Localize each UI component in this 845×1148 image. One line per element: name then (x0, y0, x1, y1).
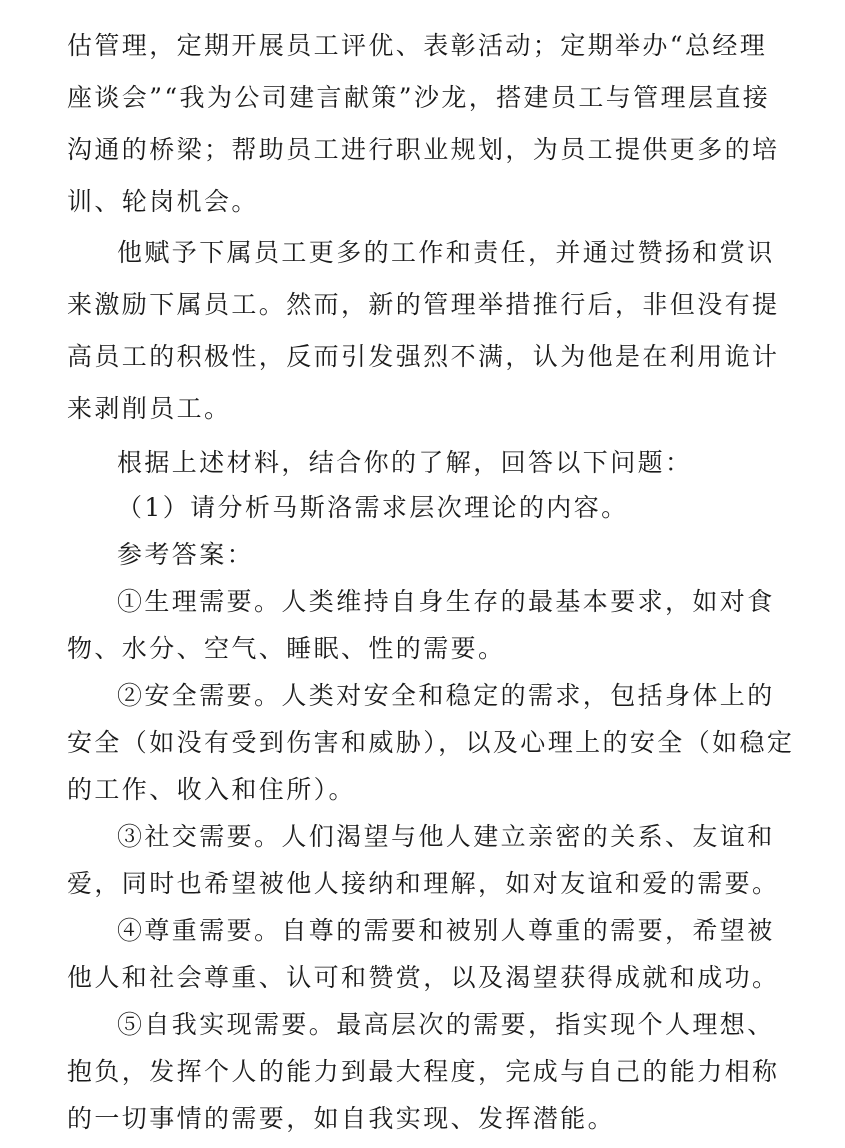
text-line-2: 座谈会”“我为公司建言献策”沙龙，搭建员工与管理层直接 (67, 83, 771, 112)
answer-item-5-line-2: 抱负，发挥个人的能力到最大程度，完成与自己的能力相称 (67, 1057, 780, 1086)
text-line-7: 高员工的积极性，反而引发强烈不满，认为他是在利用诡计 (67, 342, 780, 371)
answer-item-1-line-1: ①生理需要。人类维持自身生存的最基本要求，如对食 (117, 587, 775, 616)
answer-item-4-line-2: 他人和社会尊重、认可和赞赏，以及渴望获得成就和成功。 (67, 963, 780, 992)
question-intro: 根据上述材料，结合你的了解，回答以下问题： (117, 448, 693, 477)
question-1: （1）请分析马斯洛需求层次理论的内容。 (117, 493, 629, 522)
answer-item-1-line-2: 物、水分、空气、睡眠、性的需要。 (67, 634, 506, 663)
answer-item-2-line-3: 的工作、收入和住所）。 (67, 775, 356, 804)
text-line-5: 他赋予下属员工更多的工作和责任，并通过赞扬和赏识 (117, 238, 775, 267)
text-line-6: 来激励下属员工。然而，新的管理举措推行后，非但没有提 (67, 290, 780, 319)
text-line-1: 估管理，定期开展员工评优、表彰活动；定期举办“总经理 (67, 31, 768, 60)
text-line-3: 沟通的桥梁；帮助员工进行职业规划，为员工提供更多的培 (67, 135, 780, 164)
answer-item-5-line-3: 的一切事情的需要，如自我实现、发挥潜能。 (67, 1104, 616, 1133)
answer-label: 参考答案： (117, 540, 255, 569)
answer-item-2-line-1: ②安全需要。人类对安全和稳定的需求，包括身体上的 (117, 681, 775, 710)
text-line-8: 来剥削员工。 (67, 394, 232, 423)
answer-item-3-line-2: 爱，同时也希望被他人接纳和理解，如对友谊和爱的需要。 (67, 869, 780, 898)
text-line-4: 训、轮岗机会。 (67, 187, 259, 216)
answer-item-4-line-1: ④尊重需要。自尊的需要和被别人尊重的需要，希望被 (117, 916, 775, 945)
answer-item-5-line-1: ⑤自我实现需要。最高层次的需要，指实现个人理想、 (117, 1010, 775, 1039)
answer-item-3-line-1: ③社交需要。人们渴望与他人建立亲密的关系、友谊和 (117, 822, 775, 851)
answer-item-2-line-2: 安全（如没有受到伤害和威胁），以及心理上的安全（如稳定 (67, 728, 795, 757)
